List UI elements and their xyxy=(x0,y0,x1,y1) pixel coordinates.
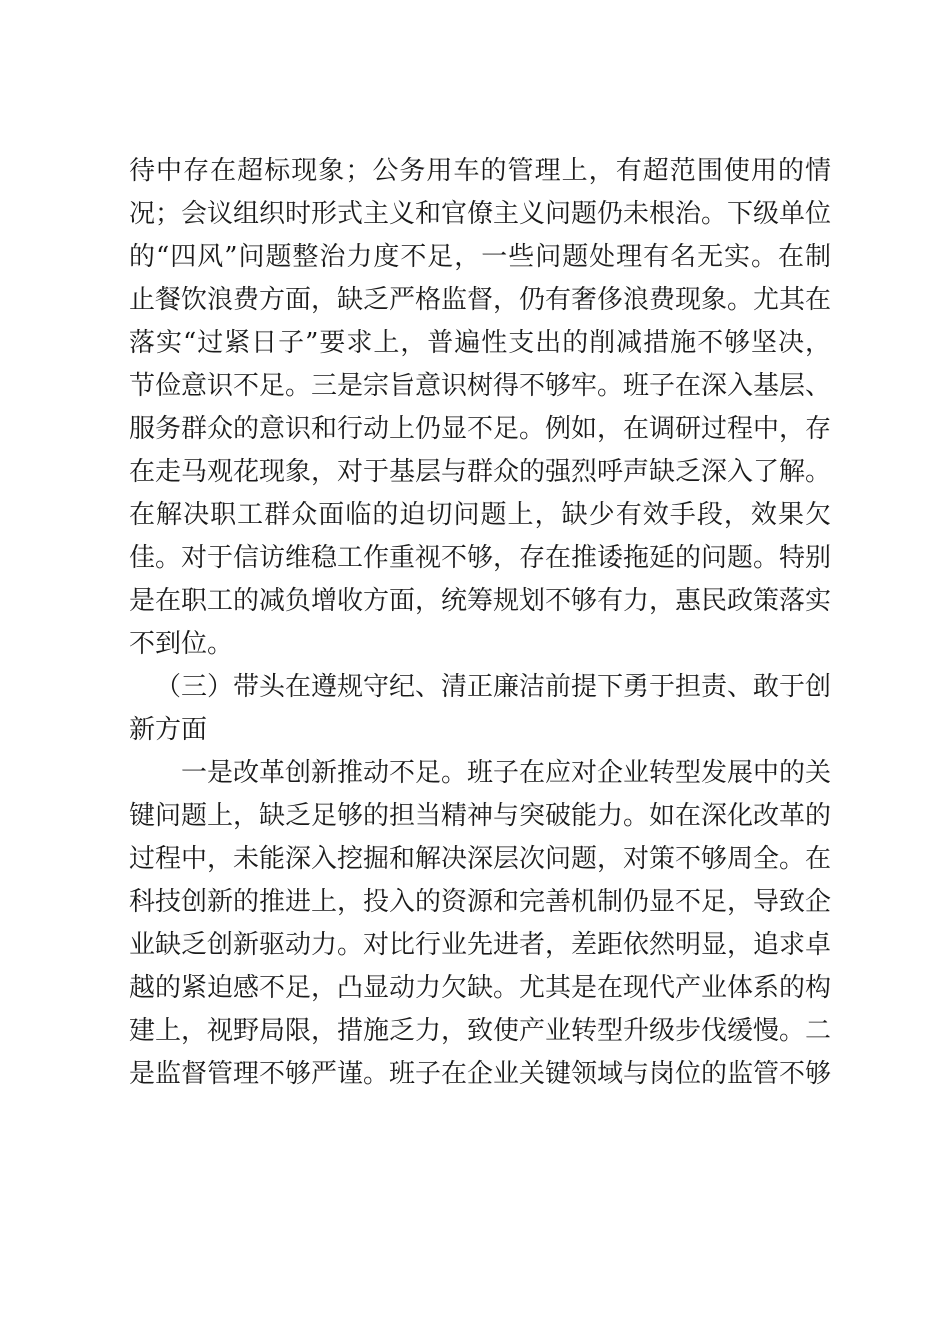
document-body xyxy=(129,150,831,1096)
body-paragraph-continued: 待中存在超标现象；公务用车的管理上，有超范围使用的情况；会议组织时形式主义和官僚主义问题仍未根治。下级单位的“四风”问题整治力度不足，一些问题处理有名无实。在制止餐饮浪费方面，缺乏严格监督，仍有奢侈浪费现象。尤其在落实“过紧日子”要求上，普遍性支出的削减措施不够坚决，节俭意识不足。三是宗旨意识树得不够牢。班子在深入基层、服务群众的意识和行动上仍显不足。例如，在调研过程中，存在走马观花现象，对于基层与群众的强烈呼声缺乏深入了解。在解决职工群众面临的迫切问题上，缺少有效手段，效果欠佳。对于信访维稳工作重视不够，存在推诿拖延的问题。特别是在职工的减负增收方面，统筹规划不够有力，惠民政策落实不到位。 xyxy=(129,156,832,659)
section-heading-3: （三）带头在遵规守纪、清正廉洁前提下勇于担责、敢于创新方面 xyxy=(129,672,832,745)
body-paragraph: 一是改革创新推动不足。班子在应对企业转型发展中的关键问题上，缺乏足够的担当精神与突破能力。如在深化改革的过程中，未能深入挖掘和解决深层次问题，对策不够周全。在科技创新的推进上，投入的资源和完善机制仍显不足，导致企业缺乏创新驱动力。对比行业先进者，差距依然明显，追求卓越的紧迫感不足，凸显动力欠缺。尤其是在现代产业体系的构建上，视野局限，措施乏力，致使产业转型升级步伐缓慢。二是监督管理不够严谨。班子在企业关键领域与岗位的监管不够 xyxy=(129,758,832,1089)
